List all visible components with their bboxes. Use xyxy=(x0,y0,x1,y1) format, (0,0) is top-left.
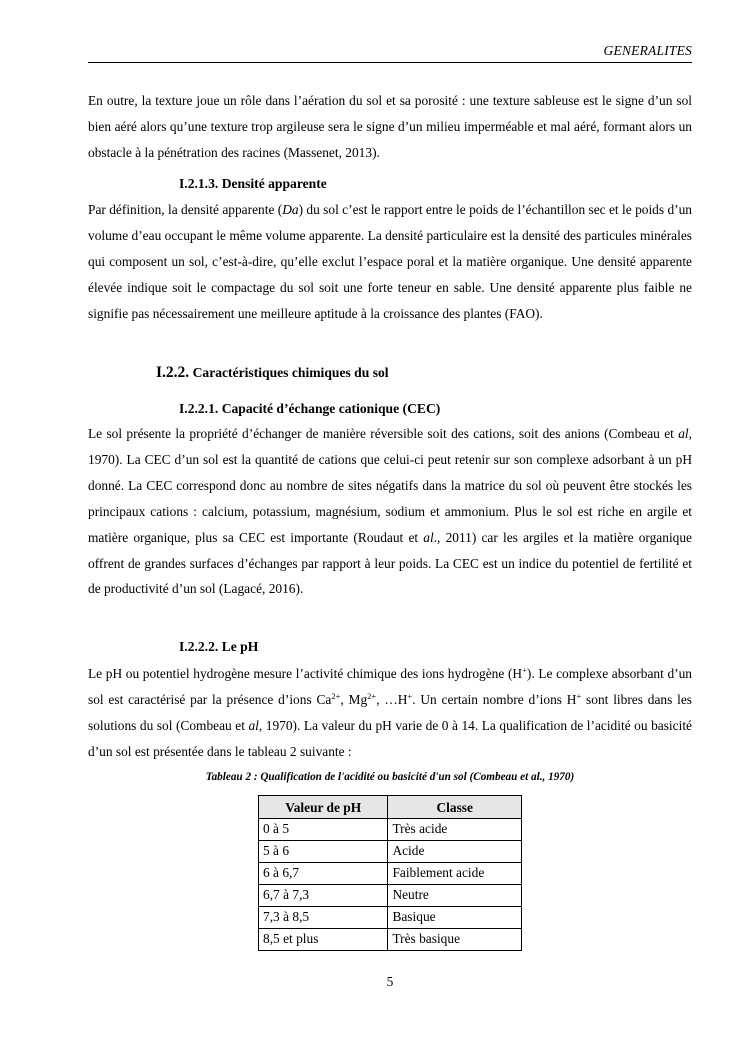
table-row xyxy=(259,929,522,951)
paragraph-texture: En outre, la texture joue un rôle dans l’aération du sol et sa porosité : une texture sableuse est le signe d’un sol bien aéré alors qu’une texture trop argileuse sera le signe d’un milieu imperméable et mal aéré, formant alors un obstacle à la pénétration des racines (Massenet, 2013). xyxy=(88,93,692,160)
text-run-italic: Da xyxy=(282,202,299,217)
heading-title: Densité apparente xyxy=(221,176,327,191)
heading-title: Le pH xyxy=(221,639,259,654)
table-row xyxy=(259,907,522,929)
table-header-row xyxy=(259,796,522,819)
table-cell: Neutre xyxy=(388,885,522,907)
text-run: Par définition, la densité apparente ( xyxy=(88,202,283,217)
heading-caracteristiques-chimiques xyxy=(156,363,389,383)
heading-number: I.2.1.3. xyxy=(179,176,219,191)
superscript: 2+ xyxy=(331,690,341,701)
table-row xyxy=(259,819,522,841)
superscript: + xyxy=(407,690,413,701)
header-rule xyxy=(88,62,692,63)
heading-number: I.2.2.2. xyxy=(179,639,219,654)
text-run: ., 2011) car les argiles et la matière organique offrent de grandes surfaces d’échanges par rapport à leur poids. La CEC est un indice du potentiel de fertilité et de productivité d’un sol (Lagacé, 2016). xyxy=(88,529,692,597)
heading-cec xyxy=(179,399,440,419)
table-cell: 8,5 et plus xyxy=(259,929,388,951)
text-run: , 1970). La CEC d’un sol est la quantité de cations que celui-ci peut retenir sur son complexe adsorbant à un pH donné. La CEC correspond donc au nombre de sites négatifs dans la matrice du sol où peuvent être stockés les principaux cations : calcium, potassium, magnésium, sodium et ammonium. Plus le sol est riche en argile et matière organique, plus sa CEC est importante (Roudaut et xyxy=(88,426,692,545)
text-run-italic: al xyxy=(678,426,689,441)
superscript: + xyxy=(522,665,527,675)
table-cell: Très basique xyxy=(388,929,522,951)
table-row xyxy=(259,863,522,885)
text-run-italic: al xyxy=(423,529,434,545)
text-run: . Un certain nombre d’ions H xyxy=(412,691,577,707)
text-run-italic: al xyxy=(248,717,259,733)
paragraph-cec xyxy=(88,421,692,602)
column-header-valeur-ph: Valeur de pH xyxy=(259,796,388,819)
ph-classification-table xyxy=(258,795,522,951)
table-cell: Basique xyxy=(388,907,522,929)
text-run: ). Le complexe absorbant d’un sol est caractérisé par la présence d’ions Ca xyxy=(88,666,692,707)
column-header-classe: Classe xyxy=(388,796,522,819)
heading-number: I.2.2.1. xyxy=(179,401,219,416)
paragraph-ph xyxy=(88,661,692,765)
text-run: sont libres dans les solutions du sol (Combeau et xyxy=(88,691,692,733)
text-run: Le sol présente la propriété d’échanger de manière réversible soit des cations, soit des anions (Combeau et xyxy=(88,426,679,441)
table-cell: 5 à 6 xyxy=(259,841,388,863)
superscript: + xyxy=(576,690,582,701)
table-caption: Tableau 2 : Qualification de l'acidité ou basicité d'un sol (Combeau et al., 1970) xyxy=(205,771,575,783)
text-run: , 1970). La valeur du pH varie de 0 à 14. La qualification de l’acidité ou basicité d’un sol est présentée dans le tableau 2 suivante : xyxy=(88,717,692,759)
text-run: Le pH ou potentiel hydrogène mesure l’activité chimique des ions hydrogène (H xyxy=(88,666,523,681)
table-cell: 6 à 6,7 xyxy=(259,863,388,885)
table-cell: Acide xyxy=(388,841,522,863)
table-cell: Faiblement acide xyxy=(388,863,522,885)
heading-title: Capacité d’échange cationique (CEC) xyxy=(221,401,441,416)
heading-number: I.2.2. xyxy=(156,364,190,381)
table-cell: Très acide xyxy=(388,819,522,841)
table-cell: 7,3 à 8,5 xyxy=(259,907,388,929)
table-cell: 0 à 5 xyxy=(259,819,388,841)
text-run: ) du sol c’est le rapport entre le poids de l’échantillon sec et le poids d’un volume d’eau occupant le même volume apparente. La densité particulaire est la densité des particules minérales qui composent un sol, c’est-à-dire, qu’elle exclut l’espace poral et la matière organique. Une densité apparente élevée indique soit le compactage du sol soit une forte teneur en sable. Une densité apparente plus faible ne signifie pas nécessairement une meilleure aptitude à la croissance des plantes (FAO). xyxy=(88,202,692,321)
running-header-title: GENERALITES xyxy=(603,43,692,58)
text-run: , …H xyxy=(376,691,408,707)
page-number: 5 xyxy=(386,974,394,989)
text-run: , Mg xyxy=(340,691,368,707)
heading-densite-apparente xyxy=(179,174,327,194)
paragraph-densite-apparente xyxy=(88,197,692,327)
heading-ph xyxy=(179,637,258,657)
heading-title: Caractéristiques chimiques du sol xyxy=(192,365,389,380)
table-cell: 6,7 à 7,3 xyxy=(259,885,388,907)
table-row xyxy=(259,841,522,863)
superscript: 2+ xyxy=(367,690,377,701)
table-row xyxy=(259,885,522,907)
